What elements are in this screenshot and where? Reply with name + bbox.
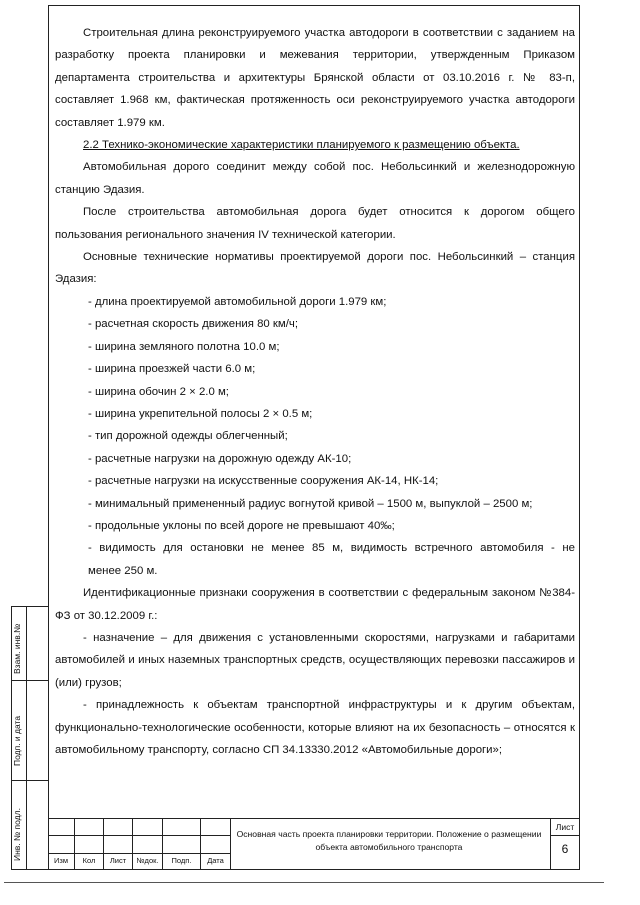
specs-list	[55, 291, 575, 582]
paragraph-road-category: После строительства автомобильная дорога будет относится к дорогом общего пользования регионального значения IV технической категории.	[55, 206, 575, 241]
document-title: Основная часть проекта планировки территории. Положение о размещении объекта автомобильного транспорта	[236, 829, 542, 852]
paragraph-purpose: - назначение – для движения с установленными скоростями, нагрузками и габаритами автомобилей и иных наземных транспортных средств, осуществляющих перевозки пассажиров и (или) грузов;	[55, 631, 575, 689]
sheet-label: Лист	[555, 822, 575, 832]
col-ndok-label: №док.	[136, 856, 159, 865]
paragraph-construction-length: Строительная длина реконструируемого участка автодороги в соответствии с заданием на разработку проекта планировки и межевания территории, утвержденным Приказом департамента строительства и архитектуры Брянской области от 03.10.2016 г. № 83-п, составляет 1.968 км, фактическая протяженность оси реконструируемого участка автодороги составляет 1.979 км.	[55, 27, 575, 129]
spec-item-visibility-line2: менее 250 м.	[88, 564, 158, 577]
paragraph-technical-norms-intro: Основные технические нормативы проектируемой дороги пос. Небольсинкий – станция Эдазия:	[55, 251, 575, 286]
sheet-number: 6	[561, 842, 569, 856]
spec-item: - ширина земляного полотна 10.0 м;	[88, 340, 280, 353]
spec-item: - тип дорожной одежды облегченный;	[88, 430, 288, 443]
spec-item: - расчетная скорость движения 80 км/ч;	[88, 318, 298, 331]
spec-item: - ширина обочин 2 × 2.0 м;	[88, 385, 229, 398]
spec-item: - продольные уклоны по всей дороге не превышают 40‰;	[88, 519, 395, 532]
document-body	[55, 22, 575, 761]
page-bottom-rule	[4, 882, 604, 883]
title-block-top-line	[48, 818, 580, 819]
col-kol-label: Кол	[82, 856, 96, 865]
title-block-row-line	[48, 853, 230, 854]
paragraph-road-connection: Автомобильная дорого соединит между собой пос. Небольсинкий и железнодорожную станцию Эдазия.	[55, 161, 575, 196]
side-label-replacement: Взам. инв.№	[12, 623, 22, 674]
spec-item: - ширина укрепительной полосы 2 × 0.5 м;	[88, 407, 313, 420]
paragraph-affiliation: - принадлежность к объектам транспортной инфраструктуры и к другим объектам, функционально-технологические особенности, которые влияют на их безопасность – относятся к автомобильному транспорту, согласно СП 34.13330.2012 «Автомобильные дороги»;	[55, 699, 575, 756]
section-heading: 2.2 Технико-экономические характеристики планируемого к размещению объекта.	[83, 139, 520, 152]
col-izm-label: Изм	[54, 856, 68, 865]
side-strip-divider	[26, 606, 27, 870]
spec-item: - расчетные нагрузки на искусственные сооружения АК-14, НК-14;	[88, 475, 439, 488]
side-label-signature-date: Подп. и дата	[12, 715, 22, 766]
spec-item-visibility-line1: - видимость для остановки не менее 85 м, видимость встречного автомобиля - не	[88, 542, 575, 555]
title-block-sheet-divider	[550, 835, 580, 836]
spec-item: - минимальный примененный радиус вогнутой кривой – 1500 м, выпуклой – 2500 м;	[88, 497, 533, 510]
paragraph-identification-intro: Идентификационные признаки сооружения в соответствии с федеральным законом №384-ФЗ от 30.12.2009 г.:	[55, 587, 575, 622]
spec-item: - длина проектируемой автомобильной дороги 1.979 км;	[88, 295, 387, 308]
col-podp-label: Подп.	[171, 856, 192, 865]
spec-item: - расчетные нагрузки на дорожную одежду АК-10;	[88, 452, 352, 465]
spec-item: - ширина проезжей части 6.0 м;	[88, 363, 256, 376]
title-block	[48, 818, 580, 870]
col-list-label: Лист	[109, 856, 127, 865]
side-stamp-strip	[11, 606, 48, 870]
title-block-row-line	[48, 835, 230, 836]
side-label-original-inventory: Инв. № подл.	[12, 808, 22, 861]
col-data-label: Дата	[207, 856, 224, 865]
